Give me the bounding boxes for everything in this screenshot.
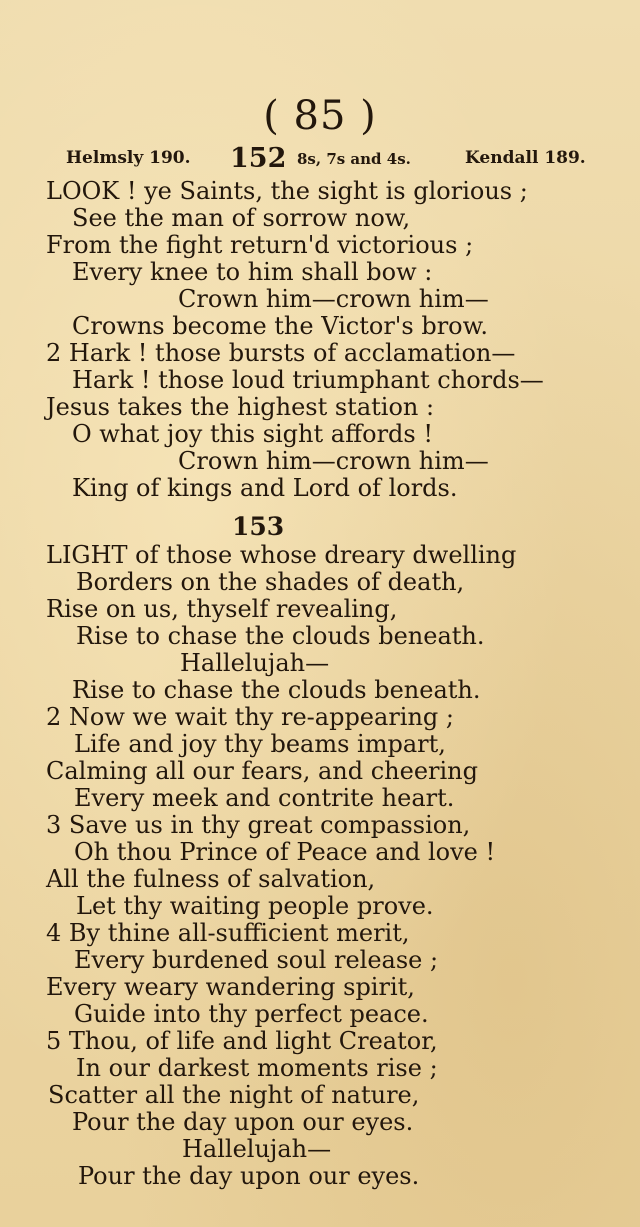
verse-line: Pour the day upon our eyes. xyxy=(72,1108,414,1136)
page-number: ( 85 ) xyxy=(263,93,377,139)
verse-line: Every meek and contrite heart. xyxy=(74,784,455,812)
verse-line: O what joy this sight affords ! xyxy=(72,420,434,448)
verse-line: Borders on the shades of death, xyxy=(76,568,465,596)
chorus-line: Crown him—crown him— xyxy=(178,447,489,475)
verse-line: King of kings and Lord of lords. xyxy=(72,474,458,502)
verse-line: Oh thou Prince of Peace and love ! xyxy=(74,838,496,866)
verse-line: Life and joy thy beams impart, xyxy=(74,730,446,758)
verse-line: Every weary wandering spirit, xyxy=(46,973,415,1001)
verse-line: LOOK ! ye Saints, the sight is glorious ; xyxy=(46,177,528,205)
hymn-number-152: 152 xyxy=(230,143,287,174)
verse-line: Calming all our fears, and cheering xyxy=(46,757,478,785)
verse-line: Rise to chase the clouds beneath. xyxy=(76,622,485,650)
verse-line: Rise on us, thyself revealing, xyxy=(46,595,398,623)
verse-line: 4 By thine all-sufficient merit, xyxy=(46,919,410,947)
verse-line: 3 Save us in thy great compassion, xyxy=(46,811,471,839)
verse-line: Jesus takes the highest station : xyxy=(46,393,435,421)
verse-line: 2 Now we wait thy re-appearing ; xyxy=(46,703,454,731)
verse-line: Every knee to him shall bow : xyxy=(72,258,433,286)
verse-line: LIGHT of those whose dreary dwelling xyxy=(46,541,517,569)
chorus-line: Hallelujah— xyxy=(182,1135,332,1163)
verse-line: See the man of sorrow now, xyxy=(72,204,411,232)
chorus-line: Crown him—crown him— xyxy=(178,285,489,313)
chorus-line: Hallelujah— xyxy=(180,649,330,677)
verse-line: From the fight return'd victorious ; xyxy=(46,231,474,259)
verse-line: In our darkest moments rise ; xyxy=(76,1054,438,1082)
verse-line: Guide into thy perfect peace. xyxy=(74,1000,429,1028)
tune-name-right: Kendall 189. xyxy=(465,148,586,168)
verse-line: Scatter all the night of nature, xyxy=(48,1081,420,1109)
hymn-meter: 8s, 7s and 4s. xyxy=(297,150,411,168)
verse-line: Hark ! those loud triumphant chords— xyxy=(72,366,544,394)
verse-line: 5 Thou, of life and light Creator, xyxy=(46,1027,438,1055)
verse-line: Rise to chase the clouds beneath. xyxy=(72,676,481,704)
tune-name-left: Helmsly 190. xyxy=(66,148,191,168)
verse-line: Every burdened soul release ; xyxy=(74,946,439,974)
verse-line: Let thy waiting people prove. xyxy=(76,892,434,920)
hymn-number-153: 153 xyxy=(232,512,285,541)
verse-line: All the fulness of salvation, xyxy=(46,865,376,893)
verse-line: Pour the day upon our eyes. xyxy=(78,1162,420,1190)
verse-line: Crowns become the Victor's brow. xyxy=(72,312,488,340)
verse-line: 2 Hark ! those bursts of acclamation— xyxy=(46,339,516,367)
